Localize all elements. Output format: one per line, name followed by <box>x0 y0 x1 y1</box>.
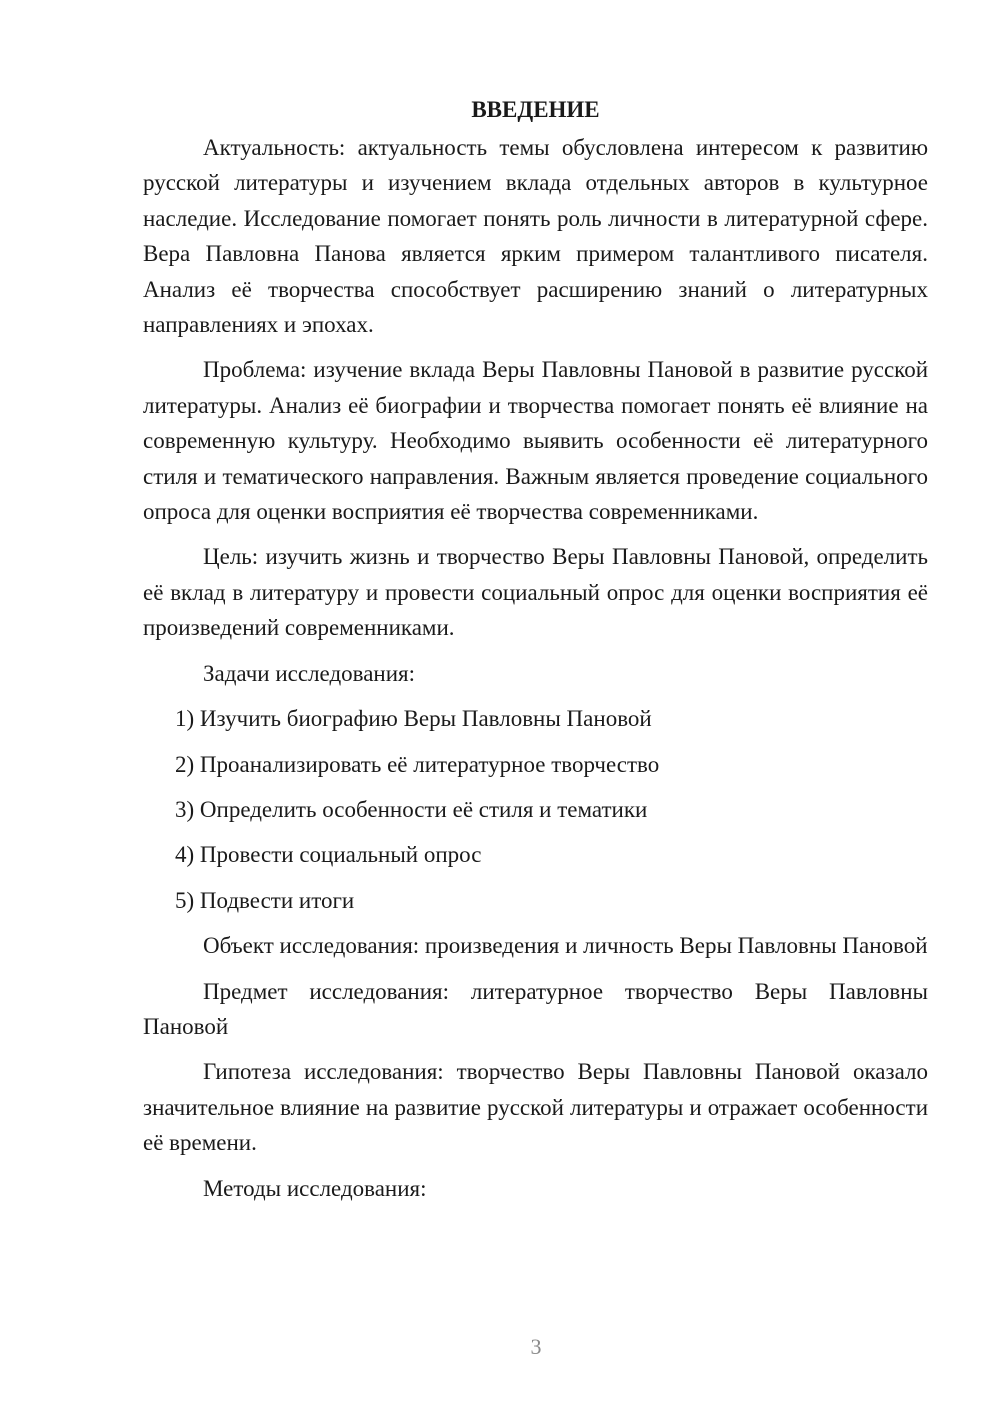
page-title: ВВЕДЕНИЕ <box>471 97 600 122</box>
paragraph-relevance: Актуальность: актуальность темы обусловлена интересом к развитию русской литературы и изучением вклада отдельных авторов в культурное наследие. Исследование помогает понять роль личности в литературной сфере. Вера Павловна Панова является ярким примером талантливого писателя. Анализ её творчества способствует расширению знаний о литературных направлениях и эпохах. <box>143 135 928 338</box>
list-item: 2) Проанализировать её литературное творчество <box>175 751 660 777</box>
list-item: 5) Подвести итоги <box>175 887 355 913</box>
page-number: 3 <box>530 1334 542 1359</box>
paragraph-methods-heading: Методы исследования: <box>203 1175 427 1201</box>
list-item: 3) Определить особенности её стиля и тематики <box>175 796 648 822</box>
paragraph-object: Объект исследования: произведения и личность Веры Павловны Пановой <box>203 933 928 959</box>
document-page <box>143 92 928 1216</box>
paragraph-subject: Предмет исследования: литературное творчество Веры Павловны Пановой <box>143 978 928 1039</box>
tasks-list <box>143 701 928 918</box>
list-item: 1) Изучить биографию Веры Павловны Пановой <box>175 706 652 732</box>
paragraph-tasks-heading: Задачи исследования: <box>203 660 416 686</box>
paragraph-problem: Проблема: изучение вклада Веры Павловны Пановой в развитие русской литературы. Анализ её биографии и творчества помогает понять её влияние на современную культуру. Необходимо выявить особенности её литературного стиля и тематического направления. Важным является проведение социального опроса для оценки восприятия её творчества современниками. <box>143 357 928 525</box>
paragraph-hypothesis: Гипотеза исследования: творчество Веры Павловны Пановой оказало значительное влияние на развитие русской литературы и отражает особенности её времени. <box>143 1059 928 1156</box>
list-item: 4) Провести социальный опрос <box>175 842 482 868</box>
paragraph-goal: Цель: изучить жизнь и творчество Веры Павловны Пановой, определить её вклад в литературу и провести социальный опрос для оценки восприятия её произведений современниками. <box>143 544 928 641</box>
